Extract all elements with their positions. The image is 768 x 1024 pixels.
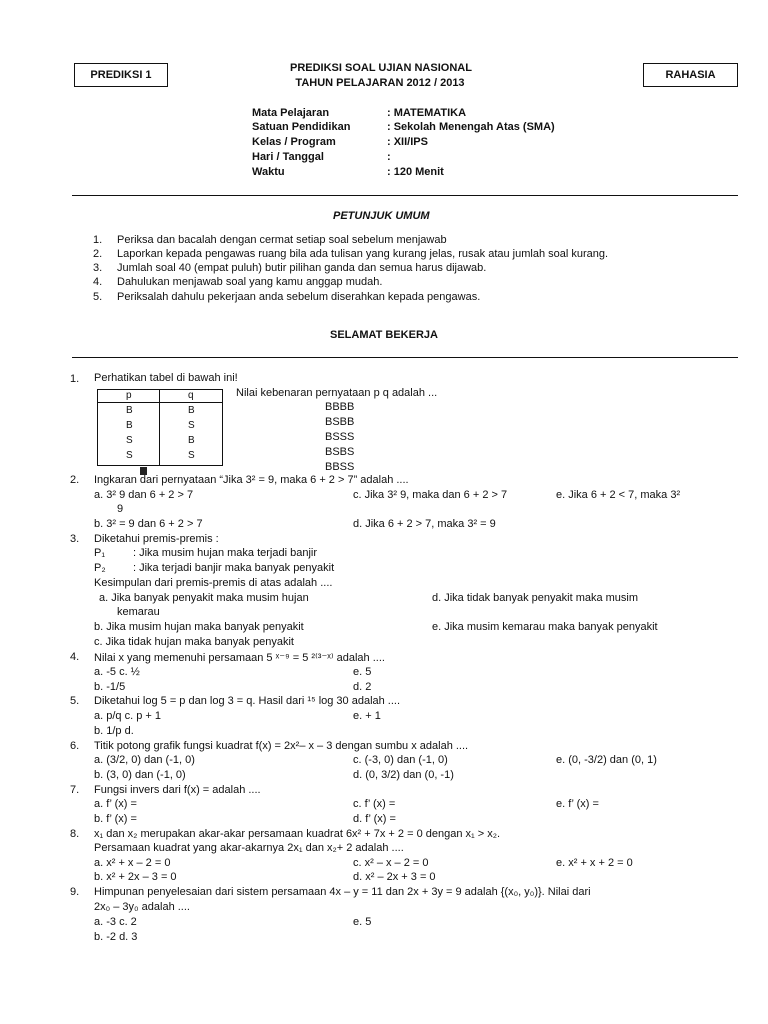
truth-table-cell: S [126, 435, 133, 446]
list-number: 2. [93, 248, 103, 260]
prediksi-box [74, 63, 168, 87]
question-number: 9. [70, 886, 80, 898]
answer-option: b. f’ (x) = [94, 813, 137, 825]
info-label: Waktu [252, 166, 285, 178]
question-prompt: Kesimpulan dari premis-premis di atas adalah .... [94, 577, 333, 589]
answer-option: BSSS [325, 431, 355, 443]
answer-option: d. f’ (x) = [353, 813, 396, 825]
answer-option: b. 3² = 9 dan 6 + 2 > 7 [94, 518, 203, 530]
truth-table-cell: S [126, 450, 133, 461]
answer-option: d. x² – 2x + 3 = 0 [353, 871, 436, 883]
answer-option: b. Jika musim hujan maka banyak penyakit [94, 621, 304, 633]
info-label: Satuan Pendidikan [252, 121, 351, 133]
question-number: 5. [70, 695, 80, 707]
truth-table-cell: B [126, 405, 133, 416]
list-number: 3. [93, 262, 103, 274]
info-label: Kelas / Program [252, 136, 336, 148]
question-text: Perhatikan tabel di bawah ini! [94, 372, 238, 384]
question-text: x₁ dan x₂ merupakan akar-akar persamaan kuadrat 6x² + 7x + 2 = 0 dengan x₁ > x₂. [94, 828, 501, 840]
premise-label: P₁ [94, 547, 106, 559]
question-text: Ingkaran dari pernyataan “Jika 3² = 9, maka 6 + 2 > 7” adalah .... [94, 474, 409, 486]
premise-label: P₂ [94, 562, 106, 574]
answer-option: e. x² + x + 2 = 0 [556, 857, 633, 869]
list-number: 5. [93, 291, 103, 303]
page-title: PREDIKSI SOAL UJIAN NASIONAL [290, 62, 472, 74]
truth-table-cell: S [188, 420, 195, 431]
truth-table-cell: B [126, 420, 133, 431]
answer-option: e. 5 [353, 666, 372, 678]
question-text: Fungsi invers dari f(x) = adalah .... [94, 784, 261, 796]
truth-table-cell: B [188, 405, 195, 416]
rahasia-box [643, 63, 738, 87]
answer-option: BSBB [325, 416, 355, 428]
answer-option: b. -1/5 [94, 681, 126, 693]
info-value: : XII/IPS [387, 136, 428, 148]
truth-table-divider [97, 402, 222, 403]
truth-table-header: p [126, 390, 132, 401]
answer-option: e. (0, -3/2) dan (0, 1) [556, 754, 657, 766]
answer-option: a. x² + x – 2 = 0 [94, 857, 171, 869]
divider [72, 357, 738, 358]
question-prompt: Nilai kebenaran pernyataan p q adalah ... [236, 387, 438, 399]
list-number: 1. [93, 234, 103, 246]
truth-table [97, 389, 223, 466]
truth-table-cell: S [188, 450, 195, 461]
answer-option: BBSS [325, 461, 355, 473]
answer-option: a. p/q c. p + 1 [94, 710, 161, 722]
info-value: : Sekolah Menengah Atas (SMA) [387, 121, 555, 133]
answer-option: d. Jika 6 + 2 > 7, maka 3² = 9 [353, 518, 496, 530]
prediksi-label: PREDIKSI 1 [90, 69, 152, 81]
question-number: 7. [70, 784, 80, 796]
list-item: Jumlah soal 40 (empat puluh) butir pilihan ganda dan semua harus dijawab. [117, 262, 487, 274]
list-item: Dahulukan menjawab soal yang kamu anggap mudah. [117, 276, 383, 288]
question-number: 6. [70, 740, 80, 752]
petunjuk-title: PETUNJUK UMUM [333, 210, 430, 222]
info-value: : [387, 151, 391, 163]
answer-option: a. 3² 9 dan 6 + 2 > 7 [94, 489, 194, 501]
list-item: Periksalah dahulu pekerjaan anda sebelum diserahkan kepada pengawas. [117, 291, 481, 303]
question-text: Diketahui premis-premis : [94, 533, 219, 545]
answer-option: a. -3 c. 2 [94, 916, 137, 928]
truth-table-cell: B [188, 435, 195, 446]
closing-text: SELAMAT BEKERJA [330, 329, 438, 341]
question-number: 8. [70, 828, 80, 840]
rahasia-label: RAHASIA [665, 69, 716, 81]
question-number: 4. [70, 651, 80, 663]
answer-option: a. Jika banyak penyakit maka musim hujan [99, 592, 309, 604]
truth-table-divider [159, 389, 160, 465]
answer-option: d. Jika tidak banyak penyakit maka musim [432, 592, 639, 604]
answer-option: b. -2 d. 3 [94, 931, 138, 943]
question-text: Himpunan penyelesaian dari sistem persamaan 4x – y = 11 dan 2x + 3y = 9 adalah {(x₀, y₀)}. Nilai dari [94, 886, 591, 898]
list-number: 4. [93, 276, 103, 288]
answer-option: e. Jika 6 + 2 < 7, maka 3² [556, 489, 681, 501]
answer-option: c. x² – x – 2 = 0 [353, 857, 429, 869]
list-item: Periksa dan bacalah dengan cermat setiap soal sebelum menjawab [117, 234, 447, 246]
answer-option: c. f’ (x) = [353, 798, 396, 810]
answer-option-continuation: 9 [117, 503, 124, 515]
answer-option: c. Jika 3² 9, maka dan 6 + 2 > 7 [353, 489, 508, 501]
answer-option: d. 2 [353, 681, 372, 693]
answer-option: e. f’ (x) = [556, 798, 599, 810]
list-item: Laporkan kepada pengawas ruang bila ada tulisan yang kurang jelas, rusak atau jumlah soal kurang. [117, 248, 609, 260]
question-text: Diketahui log 5 = p dan log 3 = q. Hasil dari ¹⁵ log 30 adalah .... [94, 695, 401, 707]
answer-option: b. (3, 0) dan (-1, 0) [94, 769, 186, 781]
answer-option: e. + 1 [353, 710, 381, 722]
question-text-continuation: 2x₀ – 3y₀ adalah .... [94, 901, 190, 913]
info-label: Hari / Tanggal [252, 151, 324, 163]
premise-text: : Jika terjadi banjir maka banyak penyakit [133, 562, 335, 574]
answer-option: b. 1/p d. [94, 725, 134, 737]
answer-option: BBBB [325, 401, 355, 413]
info-value: : 120 Menit [387, 166, 444, 178]
premise-text: : Jika musim hujan maka terjadi banjir [133, 547, 318, 559]
divider [72, 195, 738, 196]
question-number: 2. [70, 474, 80, 486]
question-number: 3. [70, 533, 80, 545]
answer-option: c. (-3, 0) dan (-1, 0) [353, 754, 448, 766]
answer-option: d. (0, 3/2) dan (0, -1) [353, 769, 454, 781]
truth-table-header: q [188, 390, 194, 401]
answer-option: BSBS [325, 446, 355, 458]
answer-option: b. x² + 2x – 3 = 0 [94, 871, 177, 883]
info-value: : MATEMATIKA [387, 107, 467, 119]
answer-option-continuation: kemarau [117, 606, 160, 618]
answer-option: a. f’ (x) = [94, 798, 137, 810]
answer-option: c. Jika tidak hujan maka banyak penyakit [94, 636, 294, 648]
info-label: Mata Pelajaran [252, 107, 330, 119]
page-subtitle: TAHUN PELAJARAN 2012 / 2013 [295, 77, 465, 89]
question-text: Titik potong grafik fungsi kuadrat f(x) = 2x²– x – 3 dengan sumbu x adalah .... [94, 740, 469, 752]
answer-option: a. -5 c. ½ [94, 666, 140, 678]
answer-option: e. 5 [353, 916, 372, 928]
answer-option: a. (3/2, 0) dan (-1, 0) [94, 754, 195, 766]
question-text: Nilai x yang memenuhi persamaan 5 ˣ⁻⁹ = 5 ²⁽³⁻ˣ⁾ adalah .... [94, 652, 385, 664]
question-number: 1. [70, 373, 80, 385]
answer-option: e. Jika musim kemarau maka banyak penyakit [432, 621, 658, 633]
question-text-continuation: Persamaan kuadrat yang akar-akarnya 2x₁ dan x₂+ 2 adalah .... [94, 842, 404, 854]
